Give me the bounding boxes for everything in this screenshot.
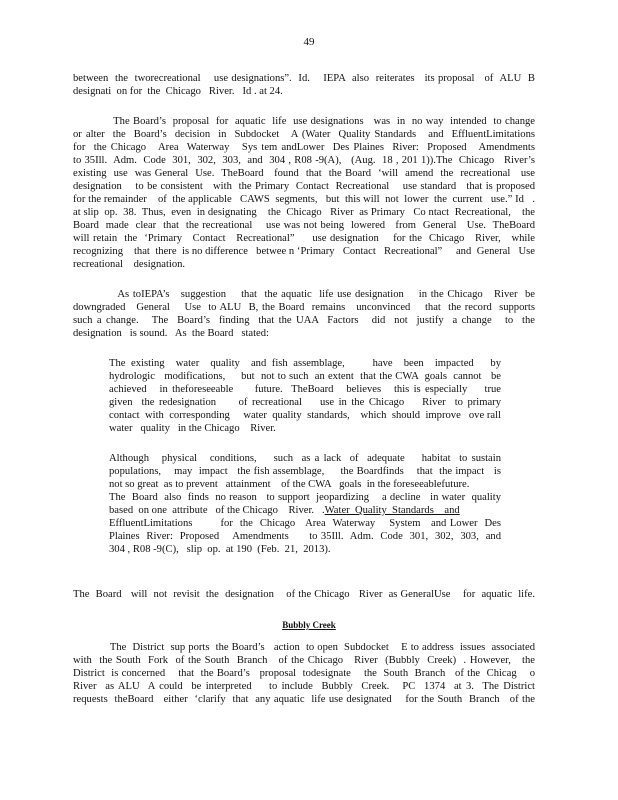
quote-2-line: 304 , R08 -9(C), slip op. at 190 (Feb. 21, 2013).: [109, 544, 331, 555]
quote-2-line: not so great as to prevent attainment of the CWA goals in the foreseeablefuture.: [109, 479, 470, 490]
paragraph-1-line: designati on for the Chicago River. Id . at 24.: [73, 86, 283, 97]
paragraph-2-line: The Board’s proposal for aquatic life use designations was in no way intended to change: [73, 116, 535, 127]
section-heading: [0, 620, 618, 630]
paragraph-2-line: for the Chicago Area Waterway Sys tem andLower Des Plaines River: Proposed Amendments: [73, 142, 535, 153]
quote-2-line: [109, 505, 501, 517]
paragraph-3-line: As toIEPA’s suggestion that the aquatic life use designation in the Chicago River be: [73, 289, 535, 300]
paragraph-2-line: existing use was General Use. TheBoard found that the Board ‘will amend the recreational use: [73, 168, 535, 179]
paragraph-5-line: River as ALU A could be interpreted to include Bubbly Creek. PC 1374 at 3. The District: [73, 681, 535, 692]
paragraph-5-line: with the South Fork of the South Branch of the Chicago River (Bubbly Creek) . However, the: [73, 655, 535, 666]
quote-2-line: populations, may impact the fish assemblage, the Boardfinds that the impact is: [109, 466, 501, 477]
quote-1-line: contact with corresponding water quality standards, which should improve ove rall: [109, 410, 501, 421]
section-heading-text: Bubbly Creek: [282, 620, 336, 630]
paragraph-2-line: or alter the Board’s decision in Subdocket A (Water Quality Standards and EffluentLimitations: [73, 129, 535, 140]
page-number: 49: [303, 36, 315, 48]
paragraph-2-line: designation to be consistent with the Primary Contact Recreational use standard that is proposed: [73, 181, 535, 192]
citation-title-underlined: Water Quality Standards and: [324, 505, 460, 516]
paragraph-2-line: recreational designation.: [73, 259, 186, 270]
paragraph-5-line: District is concerned that the Board’s proposal todesignate the South Branch of the Chicag o: [73, 668, 535, 679]
paragraph-2-line: for the remainder of the applicable CAWS segments, but this will not lower the current use.” Id .: [73, 194, 535, 205]
paragraph-4-line: The Board will not revisit the designation of the Chicago River as GeneralUse for aquatic life.: [73, 589, 535, 600]
paragraph-2-line: will retain the ‘Primary Contact Recreational” use designation for the Chicago River, while: [73, 233, 535, 244]
quote-2-line: Plaines River: Proposed Amendments to 35Ill. Adm. Code 301, 302, 303, and: [109, 531, 501, 542]
quote-1-line: achieved in theforeseeable future. TheBoard believes this is especially true: [109, 384, 501, 395]
quote-2-line: EffluentLimitations for the Chicago Area Waterway System and Lower Des: [109, 518, 501, 529]
quote-2-line: Although physical conditions, such as a lack of adequate habitat to sustain: [109, 453, 501, 464]
quote-1-line: The existing water quality and fish assemblage, have been impacted by: [109, 358, 501, 369]
quote-1-line: given the redesignation of recreational use in the Chicago River to primary: [109, 397, 501, 408]
paragraph-5-line: requests theBoard either ‘clarify that any aquatic life use designated for the South Branch of the: [73, 694, 535, 705]
paragraph-3-line: downgraded General Use to ALU B, the Board remains unconvinced that the record supports: [73, 302, 535, 313]
paragraph-2-line: to 35Ill. Adm. Code 301, 302, 303, and 304 , R08 -9(A), (Aug. 18 , 201 1)).The Chicago River’s: [73, 155, 535, 166]
quote-1-line: hydrologic modifications, but not to such an extent that the CWA goals cannot be: [109, 371, 501, 382]
quote-2-text: based on one attribute of the Chicago River. .: [109, 505, 325, 516]
quote-1-line: water quality in the Chicago River.: [109, 423, 276, 434]
paragraph-3-line: designation is sound. As the Board stated:: [73, 328, 269, 339]
paragraph-2-line: Board made clear that the recreational use was not being lowered from General Use. TheBoard: [73, 220, 535, 231]
paragraph-3-line: such a change. The Board’s finding that the UAA Factors did not justify a change to the: [73, 315, 535, 326]
paragraph-1-line: between the tworecreational use designations”. Id. IEPA also reiterates its proposal of ALU B: [73, 73, 535, 84]
paragraph-2-line: recognizing that there is no difference betwee n ‘Primary Contact Recreational” and General Use: [73, 246, 535, 257]
paragraph-2-line: at slip op. 38. Thus, even in designating the Chicago River as Primary Co ntact Recreational, the: [73, 207, 535, 218]
paragraph-5-line: The District sup ports the Board’s action to open Subdocket E to address issues associated: [73, 642, 535, 653]
quote-2-line: The Board also finds no reason to support jeopardizing a decline in water quality: [109, 492, 501, 503]
